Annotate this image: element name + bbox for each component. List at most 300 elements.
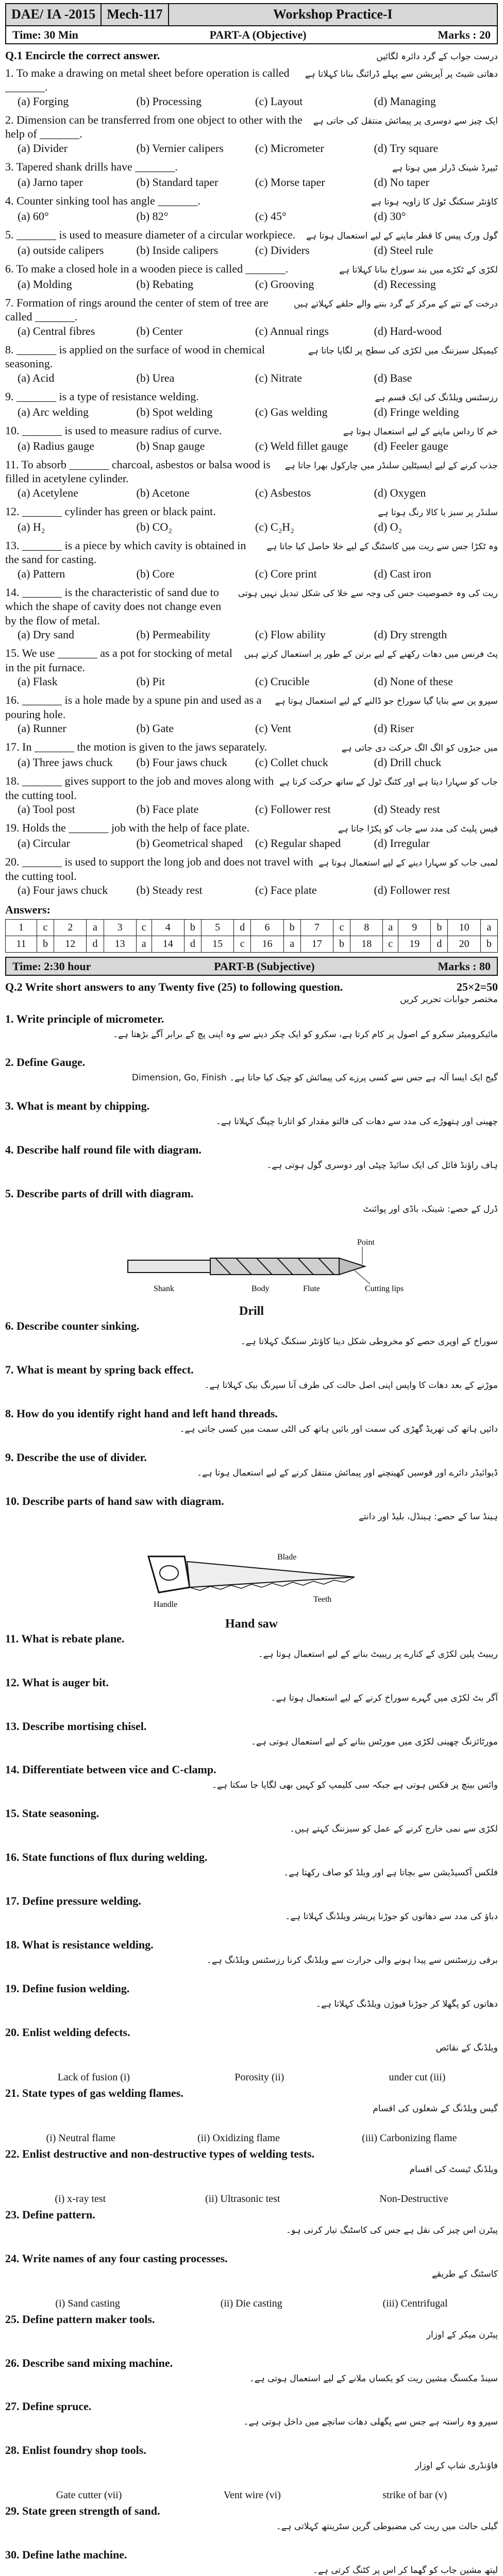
question-text (5, 1055, 85, 1070)
mcq-option[interactable]: (b) Rebating (136, 277, 194, 291)
mcq-question (5, 740, 498, 755)
mcq-option[interactable]: (d) Hard-wood (374, 324, 442, 337)
mcq-option[interactable]: (a) Circular (18, 837, 70, 850)
question-text (5, 1981, 129, 1996)
answer-list-item: under cut (iii) (389, 2071, 446, 2083)
question-text (5, 2548, 127, 2562)
answers-title: Answers: (5, 903, 51, 916)
question-body: What is auger bit. (22, 1675, 109, 1689)
question-number: 26. (5, 2356, 20, 2369)
answer-list (5, 2071, 498, 2084)
q1-instruction: Encircle the correct answer. (25, 49, 160, 62)
question-text (5, 2086, 183, 2100)
mcq-option[interactable]: (c) Vent (255, 722, 291, 735)
question-number: 16. (5, 1851, 20, 1864)
answer-line (5, 2521, 498, 2548)
mcq-text: _______ is the characteristic of sand due to which the shape of cavity does not change even by the flow of metal. (5, 585, 222, 627)
mcq-option[interactable]: (a) 60° (18, 209, 49, 223)
mcq-option[interactable]: (a) Tool post (18, 803, 75, 816)
mcq-number: 20. (5, 855, 20, 868)
answer-line (5, 2374, 498, 2400)
answer-number: 11 (6, 936, 37, 952)
mcq-urdu-text: ٹیپرڈ شینک ڈرلز میں ہوتا ہے (392, 162, 498, 173)
short-question (5, 1632, 498, 1649)
question-body: Describe the use of divider. (16, 1450, 147, 1464)
mcq-urdu-text: سپرو پن سے بنایا گیا سوراخ جو ڈالنے کے لیے استعمال ہوتا ہے (275, 696, 498, 706)
mcq-line (5, 262, 334, 276)
question-number: 23. (5, 2208, 20, 2221)
answer-number: 18 (350, 936, 383, 952)
answer-list-item: (ii) Die casting (220, 2297, 282, 2309)
question-number: 28. (5, 2444, 20, 2457)
answer-line (5, 1073, 498, 1099)
mcq-option[interactable]: (b) CO₂ (136, 520, 172, 533)
mcq-option[interactable]: (d) 30° (374, 209, 406, 223)
drill-label-shank: Shank (154, 1284, 174, 1294)
short-question (5, 2399, 498, 2417)
answer-number: 5 (201, 919, 233, 936)
mcq-question (5, 262, 498, 277)
answer-urdu-text: کاسٹنگ کے طریقے (431, 2268, 498, 2279)
mcq-options (5, 439, 498, 454)
answer-row (6, 919, 498, 936)
answer-number: 2 (54, 919, 87, 936)
question-body: What is meant by spring back effect. (16, 1363, 194, 1377)
question-body: What is meant by chipping. (16, 1099, 150, 1113)
question-body: How do you identify right hand and left hand threads. (16, 1406, 278, 1420)
question-text (5, 1494, 224, 1509)
mcq-number: 7. (5, 296, 14, 309)
mcq-option[interactable]: (c) Collet chuck (255, 756, 328, 769)
drill-label-lips: Cutting lips (365, 1284, 404, 1294)
question-number: 5. (5, 1187, 14, 1200)
q2-urdu-instruction: مختصر جوابات تحریر کریں (400, 994, 498, 1005)
mcq-option[interactable]: (a) Runner (18, 722, 66, 735)
mcq-option[interactable]: (c) Dividers (255, 243, 310, 257)
question-number: 2. (5, 1056, 14, 1069)
mcq-option[interactable]: (c) Gas welding (255, 405, 328, 418)
mcq-option[interactable]: (d) None of these (374, 675, 453, 688)
mcq-number: 2. (5, 113, 14, 126)
mcq-option[interactable]: (c) Annual rings (255, 324, 329, 337)
mcq-options (5, 94, 498, 110)
answer-number: 10 (448, 919, 480, 936)
mcq-options (5, 371, 498, 386)
mcq-urdu-text: سلنڈر پر سبز یا کالا رنگ ہوتا ہے (378, 507, 498, 518)
answer-line (5, 2164, 498, 2191)
mcq-option[interactable]: (c) Layout (255, 94, 303, 108)
board-label: DAE/ IA -2015 (6, 4, 102, 25)
question-text (5, 1675, 109, 1690)
question-number: 11. (5, 1632, 19, 1645)
mcq-number: 6. (5, 262, 14, 275)
answer-urdu-text: دھاتوں کو پگھلا کر جوڑنا فیوژن ویلڈنگ کہلاتا ہے۔ (316, 1999, 498, 2010)
mcq-text: We use _______ as a pot for stocking of metal in the pit furnace. (5, 647, 232, 674)
part-a-bar (5, 26, 498, 45)
mcq-option[interactable]: (c) C₂H₂ (255, 520, 294, 533)
mcq-option[interactable]: (b) Face plate (136, 803, 199, 816)
mcq-text: Formation of rings around the center of stem of tree are called _______. (5, 296, 269, 323)
short-question (5, 1762, 498, 1780)
mcq-option[interactable]: (c) Nitrate (255, 371, 302, 384)
mcq-text: _______ is applied on the surface of wood in chemical seasoning. (5, 343, 265, 370)
mcq-option[interactable]: (d) O₂ (374, 520, 403, 533)
answer-line (5, 2104, 498, 2130)
mcq-options (5, 721, 498, 737)
mcq-option[interactable]: (a) outside calipers (18, 243, 104, 257)
mcq-option[interactable]: (b) Acetone (136, 486, 190, 499)
mcq-question (5, 113, 498, 141)
answer-number: 1 (6, 919, 37, 936)
short-question (5, 1806, 498, 1824)
answer-key: a (87, 919, 104, 936)
answer-line (5, 1649, 498, 1675)
mcq-option[interactable]: (b) Geometrical shaped (136, 837, 243, 850)
mcq-text: _______ is a piece by which cavity is obtained in the sand for casting. (5, 538, 246, 566)
mcq-option[interactable]: (d) Base (374, 371, 412, 384)
question-number: 4. (5, 1143, 14, 1157)
mcq-option[interactable]: (b) Permeability (136, 628, 211, 641)
mcq-urdu-text: گول ورک پیس کا قطر ماپنے کے لیے استعمال ہوتا ہے (306, 230, 498, 241)
part-b-bar (5, 957, 498, 976)
question-body: Describe parts of drill with diagram. (16, 1187, 194, 1200)
answer-urdu-text: فلکس آکسیڈیشن سے بچاتا ہے اور ویلڈ کو صاف رکھتا ہے۔ (283, 1868, 498, 1878)
answer-key: b (283, 919, 300, 936)
answer-list-item: Porosity (ii) (234, 2071, 284, 2083)
answer-key: b (37, 936, 54, 952)
mcq-text: To absorb _______ charcoal, asbestos or balsa wood is filled in acetylene cylinder. (5, 457, 271, 485)
answer-urdu-text: آگر بٹ لکڑی میں گہرے سوراخ کرنے کے لیے استعمال ہوتا ہے۔ (271, 1692, 498, 1703)
mcq-number: 5. (5, 228, 14, 241)
mcq-option[interactable]: (b) Urea (136, 371, 175, 384)
mcq-option[interactable]: (b) Inside calipers (136, 243, 219, 257)
question-body: Enlist welding defects. (22, 2026, 130, 2039)
mcq-question (5, 855, 498, 883)
mcq-option[interactable]: (a) Flask (18, 675, 58, 688)
mcq-option[interactable]: (d) Steady rest (374, 803, 440, 816)
answer-line (5, 1512, 498, 1538)
question-text (5, 1187, 193, 1201)
answer-line (5, 2330, 498, 2356)
answer-urdu-text: پیٹرن میکر کے اوزار (426, 2329, 498, 2340)
question-text (5, 2356, 173, 2370)
mcq-options (5, 836, 498, 852)
answer-line (5, 2269, 498, 2295)
drill-caption: Drill (239, 1304, 264, 1318)
mcq-urdu-text: فیس پلیٹ کی مدد سے جاب کو پکڑا جاتا ہے (338, 824, 498, 834)
mcq-option[interactable]: (c) Micrometer (255, 141, 324, 155)
mcq-option[interactable]: (b) Spot welding (136, 405, 213, 418)
mcq-number: 15. (5, 647, 20, 659)
answer-urdu-text: لکڑی سے نمی خارج کرنے کے عمل کو سیزننگ کہتے ہیں۔ (289, 1824, 498, 1835)
drill-label-body: Body (252, 1284, 270, 1294)
short-question (5, 2025, 498, 2043)
mcq-option[interactable]: (d) No taper (374, 175, 430, 189)
q1-heading (5, 48, 498, 63)
question-body: Enlist destructive and non-destructive types of welding tests. (22, 2147, 315, 2160)
mcq-urdu-text: دھاتی شیٹ پر آپریشن سے پہلے ڈرائنگ بنانا کہلاتا ہے (305, 69, 498, 79)
short-question (5, 1494, 498, 1512)
mcq-question (5, 194, 498, 209)
answer-line (5, 1955, 498, 1981)
q2-heading (5, 980, 498, 994)
mcq-option[interactable]: (d) Try square (374, 141, 439, 155)
answer-list (5, 2297, 498, 2310)
mcq-option[interactable]: (d) Drill chuck (374, 756, 442, 769)
mcq-option[interactable]: (c) Weld fillet gauge (255, 439, 348, 452)
mcq-options (5, 175, 498, 191)
question-body: Define Gauge. (16, 1056, 86, 1069)
mcq-option[interactable]: (c) 45° (255, 209, 287, 223)
short-question (5, 1450, 498, 1468)
mcq-options (5, 209, 498, 225)
answer-urdu-text: وائس بینچ پر فکس ہوتی ہے جبکہ سی کلیمپ کو کہیں بھی لگایا جا سکتا ہے۔ (212, 1780, 498, 1791)
mcq-option[interactable]: (d) Recessing (374, 277, 436, 291)
mcq-option[interactable]: (c) Follower rest (255, 803, 331, 816)
hand-saw-figure (5, 1541, 498, 1613)
answer-line (5, 1693, 498, 1719)
question-text (5, 2504, 160, 2518)
answer-list-item: (i) x-ray test (55, 2193, 106, 2205)
answer-line (5, 1424, 498, 1450)
mcq-question (5, 389, 498, 405)
mcq-line (5, 423, 338, 438)
mcq-line (5, 693, 270, 721)
mcq-question (5, 423, 498, 439)
answer-key: c (136, 919, 152, 936)
answer-urdu-text: چھینی اور ہتھوڑے کی مدد سے دھات کی فالتو مقدار کو اتارنا چپنگ کہلاتا ہے۔ (215, 1116, 498, 1127)
mcq-text: Dimension can be transferred from one object to other with the help of _______. (5, 113, 303, 140)
short-question (5, 2312, 498, 2330)
short-question (5, 2443, 498, 2461)
question-number: 8. (5, 1406, 14, 1420)
question-body: Enlist foundry shop tools. (22, 2444, 146, 2457)
mcq-option[interactable]: (a) Central fibres (18, 324, 95, 337)
mcq-number: 16. (5, 693, 20, 706)
short-question (5, 2208, 498, 2225)
mcq-option[interactable]: (d) Feeler gauge (374, 439, 448, 452)
mcq-option[interactable]: (d) Follower rest (374, 884, 450, 896)
mcq-option[interactable]: (b) Four jaws chuck (136, 756, 228, 769)
short-question (5, 1143, 498, 1160)
mcq-option[interactable]: (a) Dry sand (18, 628, 74, 641)
question-text (5, 1319, 140, 1333)
answer-urdu-text: سوراخ کے اوپری حصے کو مخروطی شکل دینا کاؤنٹر سنکنگ کہلاتا ہے۔ (240, 1336, 498, 1347)
question-body: Define pattern maker tools. (22, 2312, 155, 2326)
mcq-option[interactable]: (a) Arc welding (18, 405, 89, 418)
question-text (5, 1099, 149, 1113)
mcq-urdu-text: لمبی جاب کو سہارا دینے کے لیے استعمال ہوتا ہے (318, 858, 498, 868)
mcq-line (5, 821, 333, 835)
answer-urdu-text: فاؤنڈری شاپ کے اوزار (415, 2461, 498, 2471)
mcq-line (5, 538, 261, 567)
mcq-line (5, 855, 313, 883)
mcq-number: 17. (5, 740, 20, 753)
question-body: Describe counter sinking. (16, 1319, 140, 1333)
mcq-option[interactable]: (a) Four jaws chuck (18, 884, 108, 896)
mcq-option[interactable]: (c) Flow ability (255, 628, 326, 641)
answer-key: c (234, 936, 251, 952)
mcq-urdu-text: ریت کی وہ خصوصیت جس کی وجہ سے خلا کی شکل تبدیل نہیں ہوتی (238, 588, 498, 599)
mcq-option[interactable]: (b) Vernier calipers (136, 141, 224, 155)
mcq-text: _______ is used to measure diameter of a circular workpiece. (16, 228, 296, 241)
mcq-option[interactable]: (d) Riser (374, 722, 414, 735)
mcq-option[interactable]: (a) Acid (18, 371, 55, 384)
short-question (5, 1981, 498, 1999)
mcq-option[interactable]: (c) Regular shaped (255, 837, 341, 850)
mcq-option[interactable]: (d) Dry strength (374, 628, 447, 641)
q2-label: Q.2 (5, 980, 23, 993)
answer-number: 7 (300, 919, 333, 936)
answer-list-item: Vent wire (vi) (223, 2489, 281, 2501)
question-body: State types of gas welding flames. (22, 2086, 183, 2099)
answer-urdu-text: ریبیٹ پلین لکڑی کے کنارے پر ریبیٹ بنانے کے لیے استعمال ہوتا ہے۔ (258, 1649, 498, 1659)
mcq-option[interactable]: (a) Three jaws chuck (18, 756, 113, 769)
mcq-option[interactable]: (d) Steel rule (374, 243, 433, 257)
mcq-option[interactable]: (c) Grooving (255, 277, 314, 291)
mcq-option[interactable]: (d) Oxygen (374, 486, 426, 499)
marks-label: Marks : 20 (438, 28, 491, 41)
question-number: 3. (5, 1099, 14, 1113)
question-number: 13. (5, 1719, 20, 1733)
mcq-option[interactable]: (b) Center (136, 324, 183, 337)
mcq-text: Holds the _______ job with the help of face plate. (22, 821, 250, 834)
mcq-number: 14. (5, 585, 20, 599)
answer-number: 3 (104, 919, 136, 936)
mcq-line (5, 389, 370, 404)
mcq-option[interactable]: (a) Acetylene (18, 486, 78, 499)
paper-header (5, 3, 498, 26)
mcq-option[interactable]: (b) Processing (136, 94, 202, 108)
answer-urdu-text: موڑنے کے بعد دھات کا واپس اپنی اصل حالت کی طرف آنا سپرنگ بیک کہلاتا ہے۔ (204, 1380, 498, 1391)
mcq-option[interactable]: (b) Gate (136, 722, 174, 735)
mcq-option[interactable]: (c) Crucible (255, 675, 310, 688)
short-question (5, 1012, 498, 1029)
mcq-question (5, 343, 498, 371)
question-text (5, 2208, 95, 2222)
mcq-option[interactable]: (c) Core print (255, 567, 317, 580)
question-text (5, 1632, 124, 1646)
answer-urdu-text: سپرو وہ راستہ ہے جس سے پگھلی دھات سانچے میں داخل ہوتی ہے۔ (243, 2417, 498, 2428)
mcq-option[interactable]: (b) 82° (136, 209, 169, 223)
mcq-option[interactable]: (a) Pattern (18, 567, 65, 580)
answer-number: 20 (448, 936, 480, 952)
answer-list-item: (ii) Ultrasonic test (205, 2193, 280, 2205)
question-text (5, 1143, 202, 1157)
question-number: 18. (5, 1938, 20, 1952)
answer-key: b (480, 936, 497, 952)
short-question (5, 1319, 498, 1336)
mcq-options (5, 141, 498, 157)
mcq-question (5, 66, 498, 94)
short-question (5, 1675, 498, 1693)
mcq-line (5, 646, 239, 674)
saw-label-handle: Handle (154, 1600, 178, 1609)
mcq-question (5, 228, 498, 243)
mcq-option[interactable]: (d) Cast iron (374, 567, 431, 580)
mcq-option[interactable]: (c) Asbestos (255, 486, 311, 499)
mcq-option[interactable]: (d) Fringe welding (374, 405, 459, 418)
mcq-option[interactable]: (b) Standard taper (136, 175, 219, 189)
answer-line (5, 1116, 498, 1143)
mcq-option[interactable]: (d) Irregular (374, 837, 430, 850)
mcq-option[interactable]: (b) Pit (136, 675, 165, 688)
mcq-option[interactable]: (a) Divider (18, 141, 68, 155)
mcq-text: _______ is used to support the long job and does not travel with the cutting tool. (5, 855, 313, 883)
mcq-question (5, 585, 498, 628)
question-body: Differentiate between vice and C-clamp. (22, 1763, 216, 1776)
mcq-option[interactable]: (a) Radius gauge (18, 439, 95, 452)
short-question (5, 2548, 498, 2565)
mcq-option[interactable]: (c) Morse taper (255, 175, 325, 189)
mcq-options (5, 324, 498, 340)
answer-urdu-text: ہاف راؤنڈ فائل کی ایک سائیڈ چپٹی اور دوسری گول ہوتی ہے۔ (266, 1160, 498, 1171)
mcq-option[interactable]: (b) Steady rest (136, 884, 203, 896)
question-text (5, 1894, 141, 1908)
answer-urdu-text: دائیں ہاتھ کی تھریڈ گھڑی کی سمت اور بائیں ہاتھ کی الٹی سمت میں کسی جاتی ہے۔ (179, 1423, 498, 1434)
mcq-option[interactable]: (a) Molding (18, 277, 72, 291)
mcq-option[interactable]: (a) H₂ (18, 520, 45, 533)
answer-urdu-text: دباؤ کی مدد سے دھاتوں کو جوڑنا پریشر ویلڈنگ کہلاتا ہے۔ (285, 1911, 498, 1922)
mcq-option[interactable]: (a) Jarno taper (18, 175, 83, 189)
mcq-text: In _______ the motion is given to the jaws separately. (22, 740, 267, 753)
answer-list (5, 2132, 498, 2145)
mcq-question (5, 774, 498, 802)
mcq-line (5, 585, 233, 628)
mcq-option[interactable]: (c) Face plate (255, 884, 317, 896)
answer-line (5, 1029, 498, 1056)
answer-number: 4 (152, 919, 184, 936)
answer-number: 14 (152, 936, 184, 952)
mcq-urdu-text: جاب کو سہارا دیتا ہے اور کٹنگ ٹول کے ساتھ حرکت کرتا ہے (279, 777, 498, 787)
question-text (5, 2443, 146, 2458)
question-body: Define pattern. (22, 2208, 95, 2221)
mcq-options (5, 567, 498, 582)
question-number: 22. (5, 2147, 20, 2160)
mcq-line (5, 457, 280, 486)
mcq-question (5, 296, 498, 324)
mcq-urdu-text: جذب کرنے کے لیے ایسیٹلین سلنڈر میں چارکول بھرا جاتا ہے (284, 460, 498, 471)
question-body: Describe sand mixing machine. (22, 2356, 173, 2369)
question-text (5, 1450, 147, 1465)
mcq-urdu-text: ایک چیز سے دوسری پر پیمائش منتقل کی جاتی ہے (313, 115, 498, 126)
short-question (5, 2086, 498, 2104)
answer-number: 16 (251, 936, 283, 952)
answer-urdu-text: سینڈ مکسنگ مشین ریت کو یکساں ملانے کے لیے استعمال ہوتی ہے۔ (249, 2373, 498, 2384)
mcq-question (5, 646, 498, 674)
question-number: 27. (5, 2400, 20, 2413)
question-body: State functions of flux during welding. (22, 1851, 208, 1864)
question-number: 14. (5, 1763, 20, 1776)
mcq-question (5, 457, 498, 486)
question-number: 25. (5, 2312, 20, 2326)
drill-shank (128, 1260, 210, 1273)
mcq-option[interactable]: (b) Snap gauge (136, 439, 205, 452)
mcq-option[interactable]: (d) Managing (374, 94, 436, 108)
question-text (5, 2312, 155, 2327)
short-question (5, 1099, 498, 1116)
mcq-urdu-text: لکڑی کے ٹکڑے میں بند سوراخ بنانا کہلاتا ہے (339, 264, 498, 275)
mcq-text: _______ is used to measure radius of curve. (22, 423, 222, 437)
mcq-option[interactable]: (b) Core (136, 567, 175, 580)
mcq-question (5, 821, 498, 836)
answer-key: a (283, 936, 300, 952)
mcq-option[interactable]: (a) Forging (18, 94, 69, 108)
answer-key: a (480, 919, 497, 936)
question-text (5, 2025, 130, 2040)
mcq-options (5, 277, 498, 293)
question-text (5, 2147, 314, 2161)
